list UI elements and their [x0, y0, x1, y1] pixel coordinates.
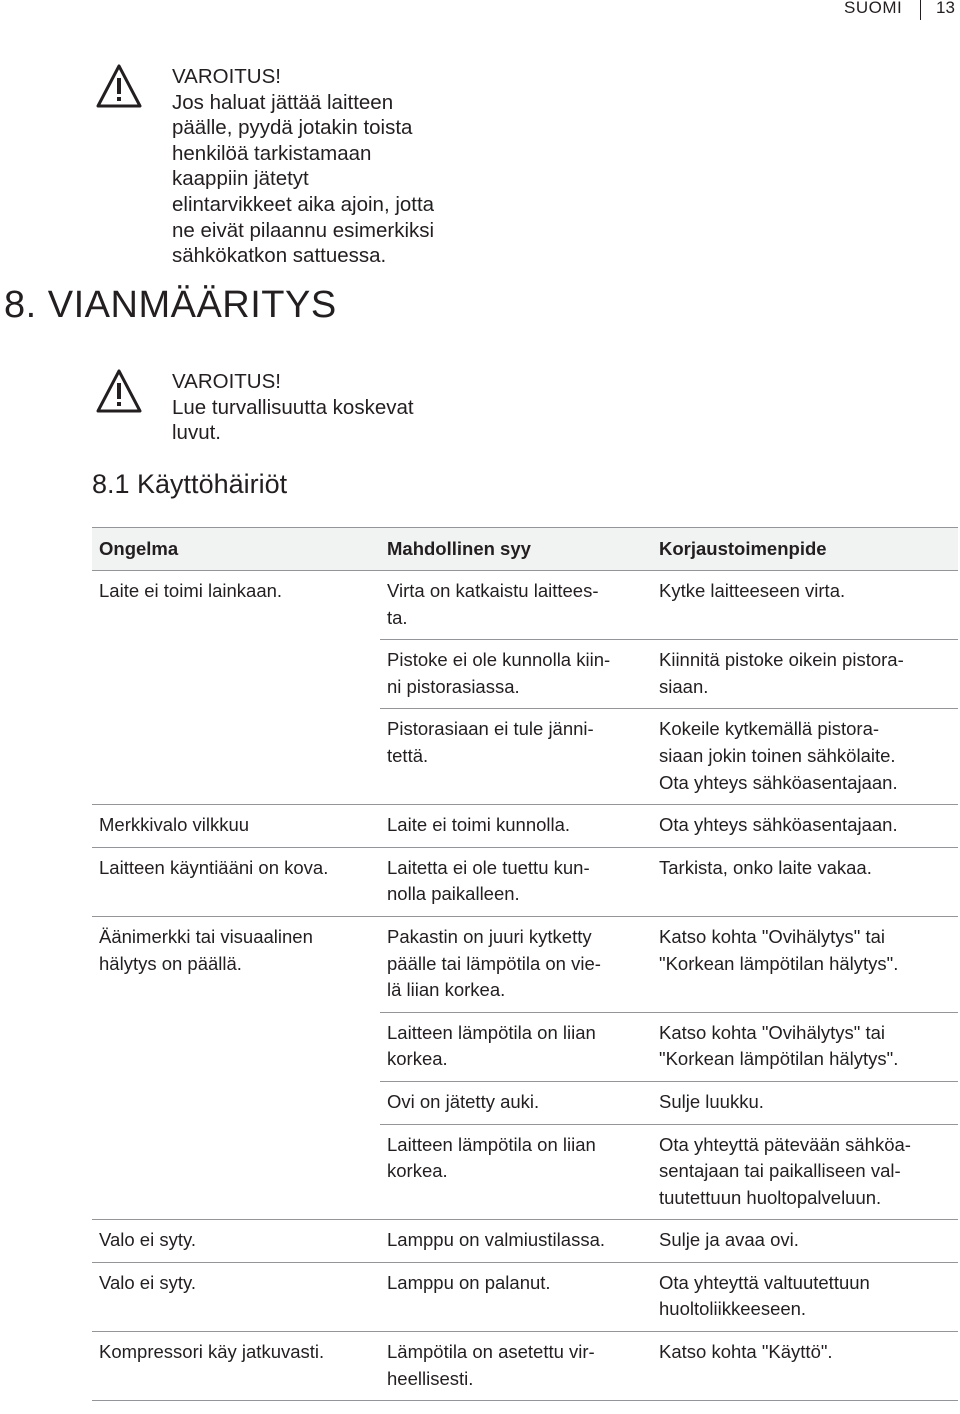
page-number: 13	[936, 0, 955, 17]
table-row	[92, 916, 958, 1012]
cell-problem	[92, 1124, 380, 1220]
cell-solution: Katso kohta "Käyttö".	[652, 1332, 958, 1401]
warning-text-2	[172, 369, 462, 446]
cell-problem	[92, 1081, 380, 1124]
cell-solution: Sulje luukku.	[652, 1081, 958, 1124]
cell-cause: Laitteen lämpötila on liian korkea.	[380, 1012, 652, 1081]
header-separator	[920, 0, 921, 20]
warning-box-2	[96, 369, 476, 449]
subsection-title: 8.1 Käyttöhäiriöt	[92, 469, 288, 499]
cell-problem: Valo ei syty.	[92, 1220, 380, 1263]
warning-line: päälle, pyydä jotakin toista	[172, 116, 413, 140]
table-row	[92, 571, 958, 640]
cell-cause: Laitetta ei ole tuettu kun- nolla paikalleen.	[380, 847, 652, 916]
warning-line: luvut.	[172, 421, 221, 445]
warning-line: ne eivät pilaannu esimerkiksi	[172, 218, 435, 242]
table-row	[92, 709, 958, 805]
cell-problem: Äänimerkki tai visuaalinen hälytys on päällä.	[99, 925, 313, 974]
cell-problem	[92, 640, 380, 709]
cell-cause: Pistorasiaan ei tule jänni- tettä.	[380, 709, 652, 805]
cell-cause: Lämpötila on asetettu vir- heellisesti.	[380, 1332, 652, 1401]
cell-solution: Tarkista, onko laite vakaa.	[652, 847, 958, 916]
table-row	[92, 805, 958, 848]
table-row	[92, 1081, 958, 1124]
cell-cause: Laitteen lämpötila on liian korkea.	[380, 1124, 652, 1220]
warning-title: VAROITUS!	[172, 65, 281, 88]
warning-line: henkilöä tarkistamaan	[172, 141, 372, 165]
cell-problem: Laite ei toimi lainkaan.	[99, 580, 283, 601]
cell-solution: Kokeile kytkemällä pistora- siaan jokin toinen sähkölaite. Ota yhteys sähköasentajaan.	[652, 709, 958, 805]
warning-triangle-icon	[96, 369, 142, 413]
cell-solution: Katso kohta "Ovihälytys" tai "Korkean lämpötilan hälytys".	[652, 1012, 958, 1081]
table-row	[92, 640, 958, 709]
table-header-row	[92, 528, 958, 571]
warning-line: kaappiin jätetyt	[172, 167, 309, 191]
column-header-problem: Ongelma	[92, 528, 380, 571]
cell-cause: Virta on katkaistu laittees- ta.	[380, 571, 652, 640]
cell-solution: Ota yhteyttä pätevään sähköa- sentajaan tai paikalliseen val- tuutettuun huoltopalveluun.	[652, 1124, 958, 1220]
cell-solution: Ota yhteyttä valtuutettuun huoltoliikkeeseen.	[652, 1262, 958, 1331]
warning-line: elintarvikkeet aika ajoin, jotta	[172, 192, 435, 216]
section-title: 8. VIANMÄÄRITYS	[4, 284, 337, 326]
language-label: SUOMI	[844, 0, 903, 17]
warning-title: VAROITUS!	[172, 370, 281, 393]
cell-problem	[92, 1012, 380, 1081]
warning-triangle-icon	[96, 64, 142, 108]
table-row	[92, 1262, 958, 1331]
warning-box-1	[96, 64, 476, 268]
cell-cause: Lamppu on palanut.	[380, 1262, 652, 1331]
cell-cause: Pistoke ei ole kunnolla kiin- ni pistorasiassa.	[380, 640, 652, 709]
cell-solution: Kytke laitteeseen virta.	[652, 571, 958, 640]
warning-text-1	[172, 64, 462, 269]
table-row	[92, 847, 958, 916]
cell-cause: Lamppu on valmiustilassa.	[380, 1220, 652, 1263]
cell-solution: Sulje ja avaa ovi.	[652, 1220, 958, 1263]
table-row	[92, 1220, 958, 1263]
column-header-solution: Korjaustoimenpide	[652, 528, 958, 571]
cell-solution: Ota yhteys sähköasentajaan.	[652, 805, 958, 848]
cell-solution: Kiinnitä pistoke oikein pistora- siaan.	[652, 640, 958, 709]
cell-problem: Merkkivalo vilkkuu	[92, 805, 380, 848]
cell-solution: Katso kohta "Ovihälytys" tai "Korkean lämpötilan hälytys".	[652, 916, 958, 1012]
cell-problem: Laitteen käyntiääni on kova.	[92, 847, 380, 916]
page-header	[0, 0, 960, 26]
warning-line: Jos haluat jättää laitteen	[172, 90, 394, 114]
cell-problem	[92, 709, 380, 805]
warning-line: Lue turvallisuutta koskevat	[172, 395, 414, 419]
column-header-cause: Mahdollinen syy	[380, 528, 652, 571]
cell-problem: Valo ei syty.	[92, 1262, 380, 1331]
troubleshooting-table	[92, 527, 958, 1401]
cell-cause: Ovi on jätetty auki.	[380, 1081, 652, 1124]
warning-line: sähkökatkon sattuessa.	[172, 244, 387, 268]
cell-cause: Pakastin on juuri kytketty päälle tai lämpötila on vie- lä liian korkea.	[380, 916, 652, 1012]
table-row	[92, 1332, 958, 1401]
table-row	[92, 1012, 958, 1081]
cell-cause: Laite ei toimi kunnolla.	[380, 805, 652, 848]
table-row	[92, 1124, 958, 1220]
cell-problem: Kompressori käy jatkuvasti.	[92, 1332, 380, 1401]
